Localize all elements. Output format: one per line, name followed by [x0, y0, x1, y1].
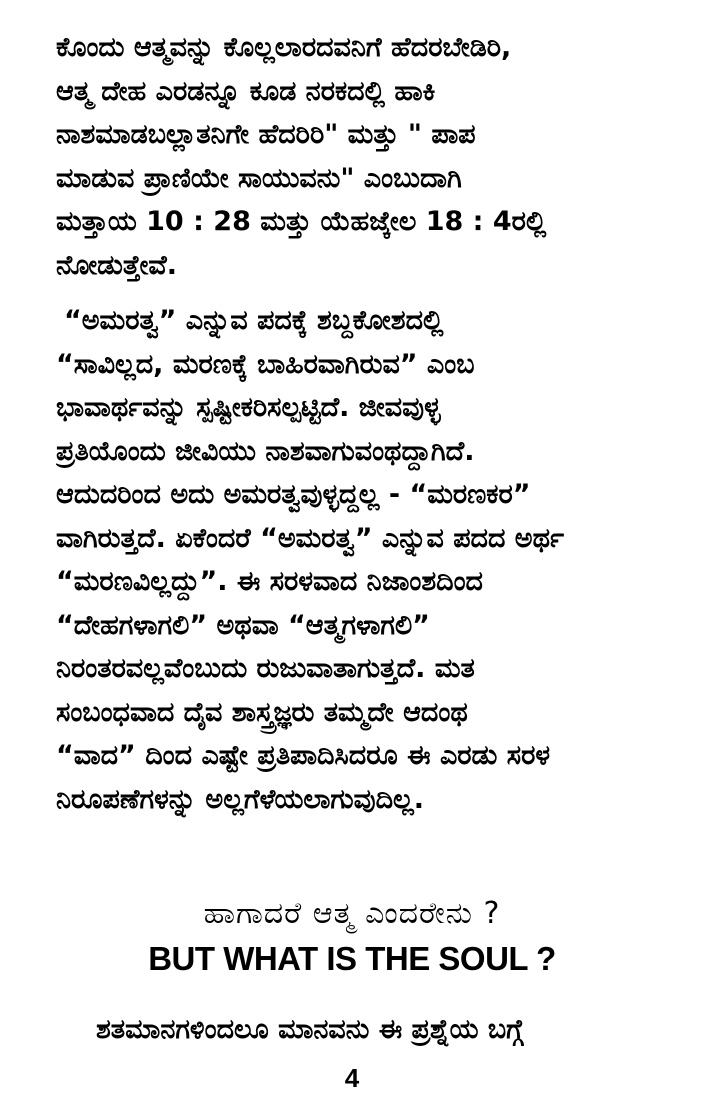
text-line: ಪ್ರತಿಯೊಂದು ಜೀವಿಯು ನಾಶವಾಗುವಂಥದ್ದಾಗಿದೆ. — [56, 435, 475, 467]
section-heading-kannada: ಹಾಗಾದರೆ ಆತ್ಮ ಎಂದರೇನು ? — [203, 896, 501, 931]
paragraph-2 — [56, 299, 648, 821]
text-line: ಕೊಂದು ಆತ್ಮವನ್ನು ಕೊಲ್ಲಲಾರದವನಿಗೆ ಹೆದರಬೇಡಿರಿ, — [56, 32, 512, 63]
text-line: ವಾಗಿರುತ್ತದೆ. ಏಕೆಂದರೆ “ಅಮರತ್ವ” ಎನ್ನುವ ಪದದ ಅರ್ಥ — [56, 522, 565, 554]
text-line: ನಿರೂಪಣೆಗಳನ್ನು ಅಲ್ಲಗೆಳೆಯಲಾಗುವುದಿಲ್ಲ. — [56, 783, 425, 815]
text-line: ಆದುದರಿಂದ ಅದು ಅಮರತ್ವವುಳ್ಳದ್ದಲ್ಲ - “ಮರಣಕರ” — [56, 479, 531, 510]
text-line: “ದೇಹಗಳಾಗಲಿ” ಅಥವಾ “ಆತ್ಮಗಳಾಗಲಿ” — [56, 609, 430, 641]
text-line: ನೋಡುತ್ತೇವೆ. — [56, 249, 178, 281]
text-line: “ಸಾವಿಲ್ಲದ, ಮರಣಕ್ಕೆ ಬಾಹಿರವಾಗಿರುವ” ಎಂಬ — [56, 348, 475, 380]
text-line: ಸಂಬಂಧವಾದ ದೈವ ಶಾಸ್ತ್ರಜ್ಞರು ತಮ್ಮದೇ ಆದಂಥ — [56, 696, 468, 728]
section-heading-english: BUT WHAT IS THE SOUL ? — [148, 940, 556, 977]
text-line: ಮತ್ತಾಯ 10 : 28 ಮತ್ತು ಯೆಹಜ್ಕೇಲ 18 : 4ರಲ್ಲಿ — [56, 206, 547, 237]
page-number: 4 — [344, 1063, 360, 1093]
text-line: “ಅಮರತ್ವ” ಎನ್ನುವ ಪದಕ್ಕೆ ಶಬ್ದಕೋಶದಲ್ಲಿ — [64, 305, 444, 336]
text-line: ನಿರಂತರವಲ್ಲವೆಂಬುದು ರುಜುವಾತಾಗುತ್ತದೆ. ಮತ — [56, 653, 475, 684]
paragraph-1 — [56, 26, 648, 287]
text-line: ನಾಶಮಾಡಬಲ್ಲಾತನಿಗೇ ಹೆದರಿರಿ" ಮತ್ತು " ಪಾಪ — [56, 119, 476, 150]
text-line: ಭಾವಾರ್ಥವನ್ನು ಸ್ಪಷ್ಟೀಕರಿಸಲ್ಪಟ್ಟಿದೆ. ಜೀವವುಳ್ಳ — [56, 392, 441, 423]
text-line: ಆತ್ಮ ದೇಹ ಎರಡನ್ನೂ ಕೂಡ ನರಕದಲ್ಲಿ ಹಾಕಿ — [56, 75, 436, 107]
text-line: “ವಾದ” ದಿಂದ ಎಷ್ಟೇ ಪ್ರತಿಪಾದಿಸಿದರೂ ಈ ಎರಡು ಸರಳ — [56, 740, 551, 771]
page-body — [56, 26, 648, 821]
paragraph-3: ಶತಮಾನಗಳಿಂದಲೂ ಮಾನವನು ಈ ಪ್ರಶ್ನೆಯ ಬಗ್ಗೆ — [96, 1014, 524, 1045]
text-line: ಮಾಡುವ ಪ್ರಾಣಿಯೇ ಸಾಯುವನು" ಎಂಬುದಾಗಿ — [56, 162, 462, 194]
text-line: “ಮರಣವಿಲ್ಲದ್ದು”. ಈ ಸರಳವಾದ ನಿಜಾಂಶದಿಂದ — [56, 566, 483, 597]
